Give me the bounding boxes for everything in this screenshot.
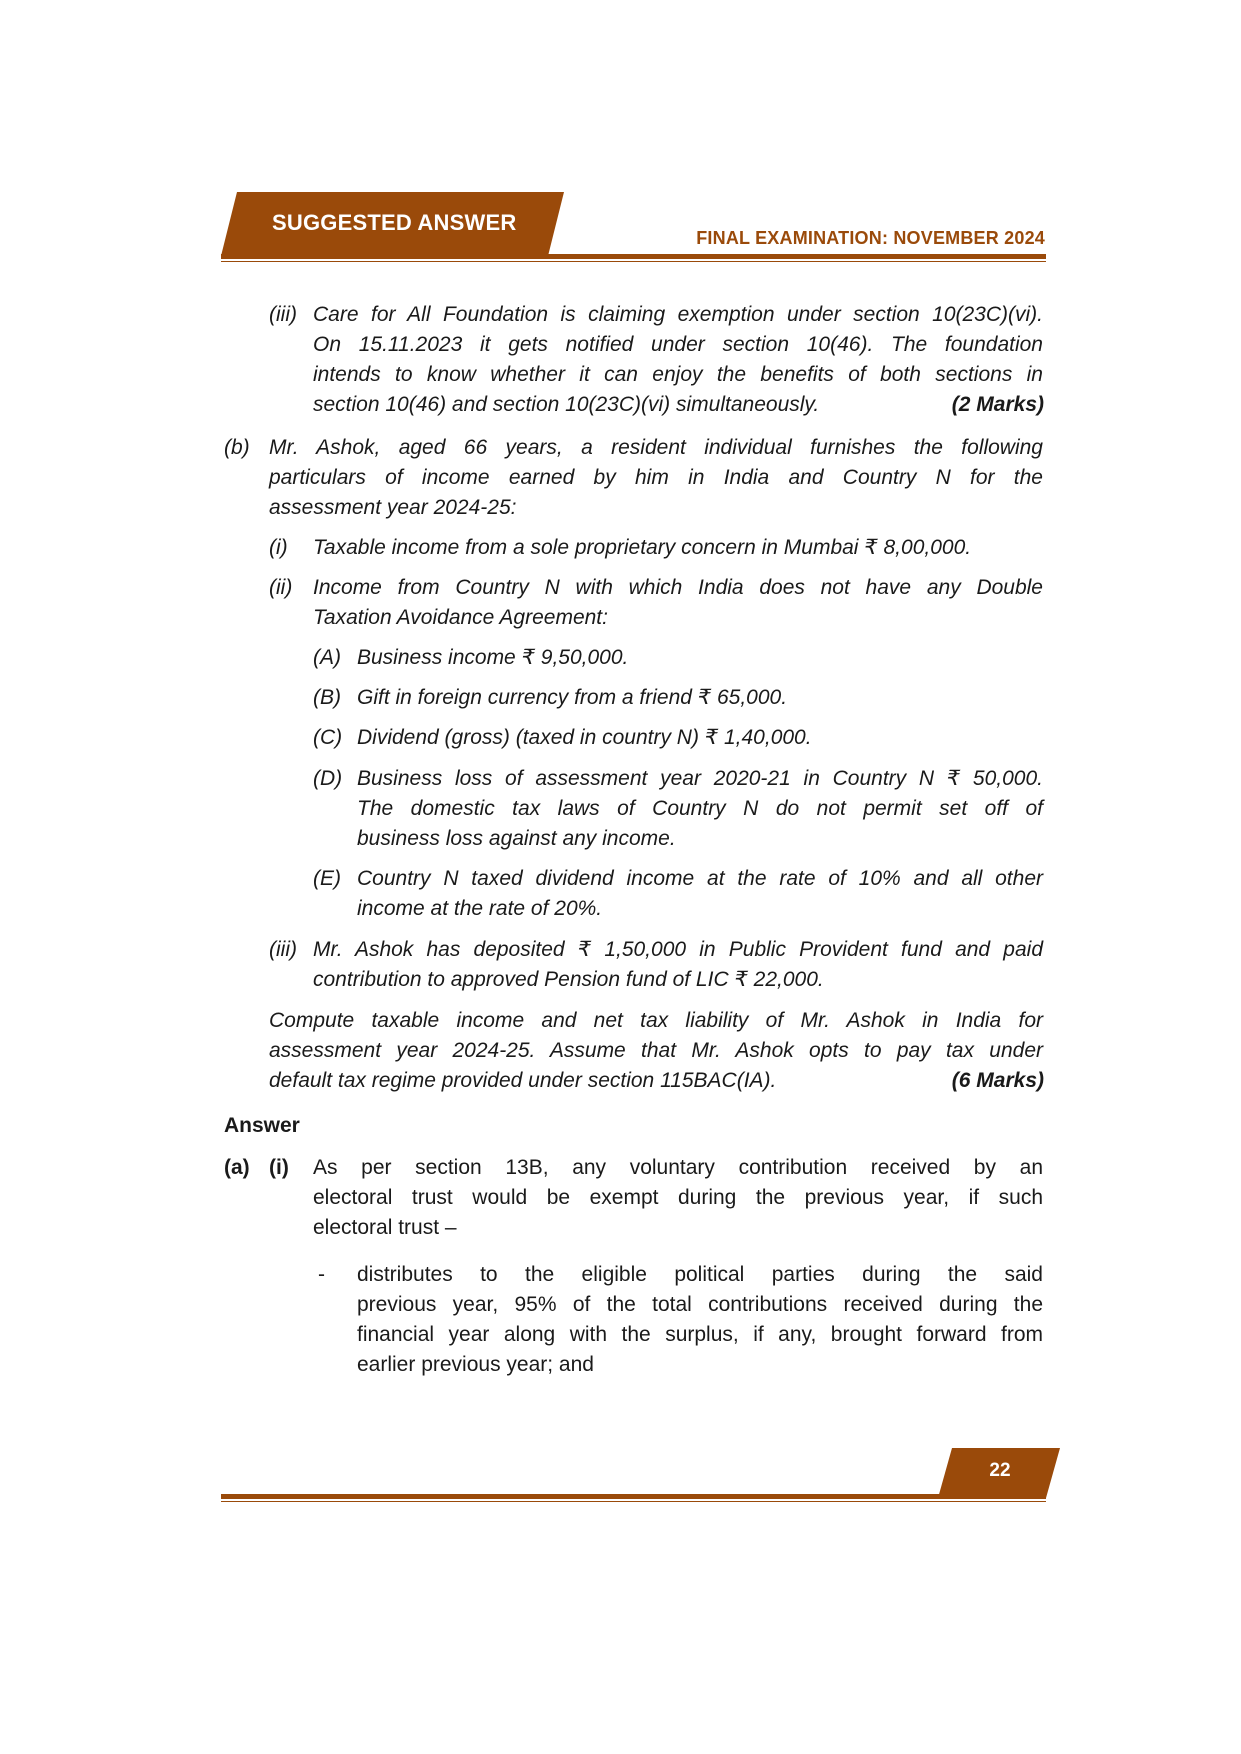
answer-line: electoral trust – <box>313 1216 457 1239</box>
question-b-intro-line: Mr. Ashok, aged 66 years, a resident individual furnishes the following <box>269 436 1043 459</box>
question-b-marks: (6 Marks) <box>951 1069 1044 1092</box>
bullet-line: earlier previous year; and <box>357 1353 594 1376</box>
compute-line: default tax regime provided under section 115BAC(IA). <box>269 1069 777 1092</box>
subitem-d-line: The domestic tax laws of Country N do not permit set off of <box>357 797 1043 820</box>
subitem-d-line: business loss against any income. <box>357 827 676 850</box>
answer-sub-label: (i) <box>269 1156 289 1179</box>
question-a-iii-marks: (2 Marks) <box>951 393 1044 416</box>
item-ii-line: Taxation Avoidance Agreement: <box>313 606 608 629</box>
bullet-line: distributes to the eligible political parties during the said <box>357 1263 1043 1286</box>
compute-line: assessment year 2024-25. Assume that Mr. Ashok opts to pay tax under <box>269 1039 1043 1062</box>
page-number: 22 <box>989 1460 1011 1481</box>
subitem-e-line: income at the rate of 20%. <box>357 897 603 920</box>
answer-line: electoral trust would be exempt during the previous year, if such <box>313 1186 1043 1209</box>
question-a-iii-line: intends to know whether it can enjoy the benefits of both sections in <box>313 363 1043 386</box>
question-a-iii-line: Care for All Foundation is claiming exemption under section 10(23C)(vi). <box>313 303 1043 326</box>
item-iii-line: contribution to approved Pension fund of LIC ₹ 22,000. <box>313 968 824 991</box>
question-a-iii-label: (iii) <box>269 303 297 326</box>
question-a-iii-line: section 10(46) and section 10(23C)(vi) simultaneously. <box>313 393 820 416</box>
bullet-marker: - <box>318 1263 325 1286</box>
subitem-e-line: Country N taxed dividend income at the rate of 10% and all other <box>357 867 1043 890</box>
subitem-b-label: (B) <box>313 686 341 709</box>
answer-part-label: (a) <box>224 1156 250 1179</box>
subitem-c-label: (C) <box>313 726 343 749</box>
subitem-a-label: (A) <box>313 646 341 669</box>
item-i-label: (i) <box>269 536 288 559</box>
bullet-line: previous year, 95% of the total contributions received during the <box>357 1293 1043 1316</box>
question-b-intro-line: assessment year 2024-25: <box>269 496 517 519</box>
subitem-b-text: Gift in foreign currency from a friend ₹ 65,000. <box>357 686 788 709</box>
footer-rule <box>221 1494 1046 1499</box>
answer-line: As per section 13B, any voluntary contribution received by an <box>313 1156 1043 1179</box>
subitem-e-label: (E) <box>313 867 341 890</box>
header-tab-label: SUGGESTED ANSWER <box>272 210 517 235</box>
exam-title: FINAL EXAMINATION: NOVEMBER 2024 <box>696 228 1045 248</box>
question-b-intro-line: particulars of income earned by him in India and Country N for the <box>269 466 1043 489</box>
item-iii-label: (iii) <box>269 938 297 961</box>
item-i-text: Taxable income from a sole proprietary concern in Mumbai ₹ 8,00,000. <box>313 536 972 559</box>
answer-heading: Answer <box>224 1114 300 1137</box>
footer-rule-thin <box>221 1501 1046 1502</box>
item-ii-label: (ii) <box>269 576 293 599</box>
item-iii-line: Mr. Ashok has deposited ₹ 1,50,000 in Public Provident fund and paid <box>313 938 1043 961</box>
question-a-iii-line: On 15.11.2023 it gets notified under section 10(46). The foundation <box>313 333 1043 356</box>
header-rule <box>221 254 1046 259</box>
header-rule-thin <box>221 261 1046 262</box>
compute-line: Compute taxable income and net tax liability of Mr. Ashok in India for <box>269 1009 1043 1032</box>
bullet-line: financial year along with the surplus, if any, brought forward from <box>357 1323 1043 1346</box>
subitem-a-text: Business income ₹ 9,50,000. <box>357 646 629 669</box>
question-b-label: (b) <box>224 436 250 459</box>
item-ii-line: Income from Country N with which India does not have any Double <box>313 576 1043 599</box>
subitem-d-line: Business loss of assessment year 2020-21 in Country N ₹ 50,000. <box>357 767 1043 790</box>
subitem-d-label: (D) <box>313 767 343 790</box>
subitem-c-text: Dividend (gross) (taxed in country N) ₹ 1,40,000. <box>357 726 812 749</box>
